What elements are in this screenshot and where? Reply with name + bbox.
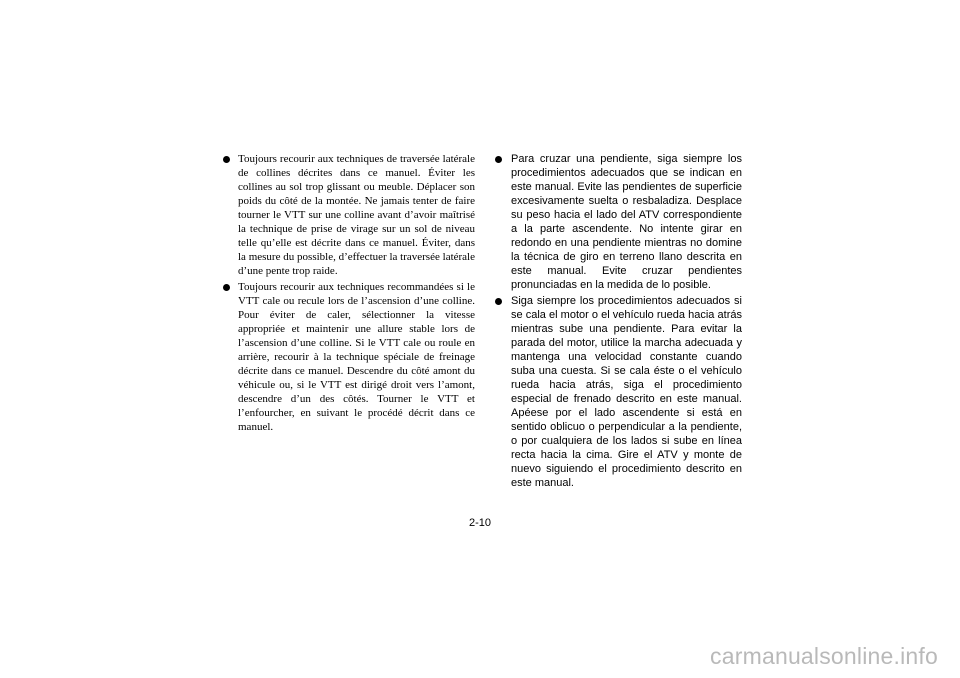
list-item xyxy=(495,152,742,292)
page-number: 2-10 xyxy=(468,517,492,529)
bullet-text: Toujours recourir aux techniques recommandées si le VTT cale ou recule lors de l’ascension d’une colline. Pour éviter de caler, sélectionner la vitesse appropriée et maintenir une allure stable lors de l’ascension d’une colline. Si le VTT cale ou roule en arrière, recourir à la technique spéciale de freinage décrite dans ce manuel. Descendre du côté amont du véhicule ou, si le VTT est dirigé droit vers l’amont, descendre d’un des côtés. Tourner le VTT et l’enfourcher, en suivant le procédé décrit dans ce manuel. xyxy=(238,281,475,433)
bullet-icon xyxy=(495,156,502,163)
spanish-column xyxy=(495,152,742,492)
bullet-icon xyxy=(223,284,230,291)
list-item xyxy=(223,152,475,278)
bullet-icon xyxy=(223,156,230,163)
bullet-text: Toujours recourir aux techniques de traversée latérale de collines décrites dans ce manuel. Éviter les collines au sol trop glissant ou meuble. Déplacer son poids du côté de la montée. Ne jamais tenter de faire tourner le VTT sur une colline avant d’avoir maîtrisé la technique de prise de virage sur un sol de niveau telle qu’elle est décrite dans ce manuel. Éviter, dans la mesure du possible, d’effectuer la traversée latérale d’une pente trop raide. xyxy=(238,153,475,277)
bullet-icon xyxy=(495,298,502,305)
bullet-text: Siga siempre los procedimientos adecuados si se cala el motor o el vehículo rueda hacia atrás mientras sube una pendiente. Para evitar la parada del motor, utilice la marcha adecuada y mantenga una velocidad constante cuando suba una cuesta. Si se cala éste o el vehículo rueda hacia atrás, siga el procedimiento especial de frenado descrito en este manual. Apéese por el lado ascendente si está en sentido oblicuo o perpendicular a la pendiente, o por cualquiera de los lados si sube en línea recta hacia la cima. Gire el ATV y monte de nuevo siguiendo el procedimiento descrito en este manual. xyxy=(511,295,742,489)
watermark: carmanualsonline.info xyxy=(710,643,938,669)
bullet-text: Para cruzar una pendiente, siga siempre los procedimientos adecuados que se indican en este manual. Evite las pendientes de superficie excesivamente suelta o resbaladiza. Desplace su peso hacia el lado del ATV correspondiente a la parte ascendente. No intente girar en redondo en una pendiente mientras no domine la técnica de giro en terreno llano descrita en este manual. Evite cruzar pendientes pronunciadas en la medida de lo posible. xyxy=(511,153,742,291)
list-item xyxy=(495,294,742,490)
list-item xyxy=(223,280,475,434)
french-column xyxy=(223,152,475,436)
